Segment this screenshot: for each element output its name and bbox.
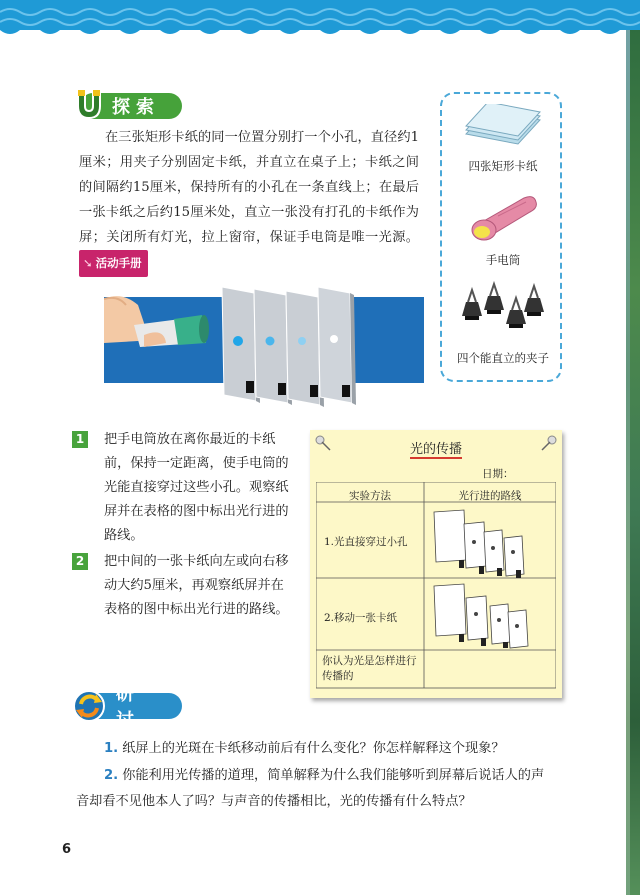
top-wave-border [0,0,640,44]
material-label-cards: 四张矩形卡纸 [468,159,538,173]
cards-icon [462,104,544,148]
page-number: 6 [62,842,72,857]
step-1 [72,428,292,548]
card-sketch-row2 [434,584,528,648]
explore-label: 探索 [112,97,160,118]
question-text: 你能利用光传播的道理，简单解释为什么我们能够听到屏幕后说话人的声音却看不见他本人了吗？与声音的传播相比，光的传播有什么特点？ [76,768,545,809]
title-underline [410,457,462,459]
step-2 [72,550,292,622]
handbook-label: 活动手册 [95,256,142,270]
discuss-question-2 [76,763,556,815]
question-number: 1. [104,741,119,756]
header-path: 光行进的路线 [458,490,522,502]
activity-handbook-tag[interactable] [79,250,148,277]
date-label: 日期： [482,468,514,480]
clips-icon [458,280,548,342]
row-1-method: 1.光直接穿过小孔 [324,536,408,548]
step-text: 把手电筒放在离你最近的卡纸前，保持一定距离，使手电筒的光能直接穿过这些小孔。观察纸屏并在表格的图中标出光行进的路线。 [104,432,289,543]
step-text: 把中间的一张卡纸向左或向右移动大约5厘米，再观察纸屏并在表格的图中标出光行进的路线。 [104,554,289,617]
material-label-flashlight: 手电筒 [485,253,521,267]
explore-paragraph-text: 在三张矩形卡纸的同一位置分别打一个小孔，直径约1厘米；用夹子分别固定卡纸，并直立在桌子上；卡纸之间的间隔约15厘米，保持所有的小孔在一条直线上；在最后一张卡纸之后约15厘米处，直立一张没有打孔的卡纸作为屏；关闭所有灯光，拉上窗帘，保证手电筒是唯一光源。 [79,130,419,245]
explore-paragraph [79,125,419,277]
row-2-method: 2.移动一张卡纸 [324,612,398,624]
material-label-clips: 四个能直立的夹子 [457,351,549,365]
refresh-arrows-icon [72,688,106,724]
right-edge-photo-strip [626,30,640,895]
record-sheet [310,430,562,698]
discuss-label: 研 讨 [116,684,164,731]
step-number: 2 [72,553,88,570]
header-method: 实验方法 [349,490,391,502]
magnet-icon [72,86,106,122]
card-sketch-row1 [434,510,524,578]
step-number: 1 [72,431,88,448]
row-3-question: 你认为光是怎样进行传播的 [322,655,417,682]
arrow-icon: ➘ [83,256,93,270]
discuss-question-1 [76,736,556,762]
record-sheet-title: 光的传播 [409,442,462,457]
flashlight-icon [468,192,540,244]
question-text: 纸屏上的光斑在卡纸移动前后有什么变化？你怎样解释这个现象？ [122,741,505,756]
experiment-photo [104,283,424,408]
question-number: 2. [104,768,119,783]
materials-box [440,92,562,382]
